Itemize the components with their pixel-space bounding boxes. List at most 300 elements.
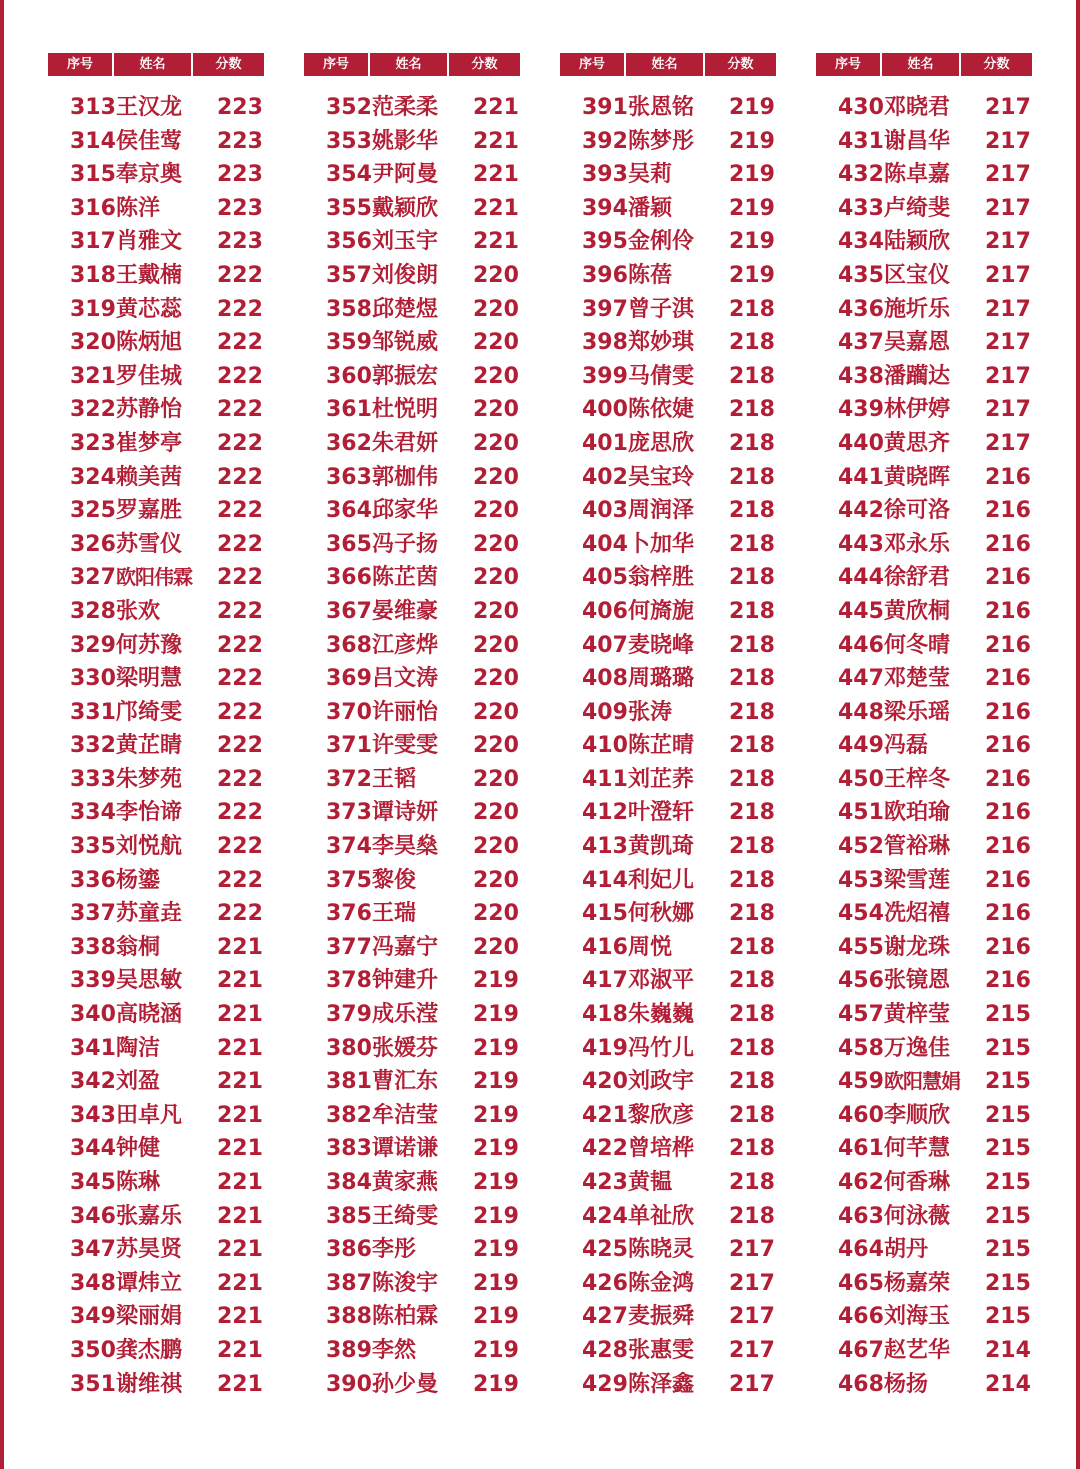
table-row [304,1065,526,1099]
row-score: 215 [985,1203,1031,1229]
table-row [48,1099,270,1133]
row-number: 461 [838,1136,884,1162]
row-score: 218 [729,934,775,960]
header-name: 姓名 [114,53,191,76]
table-row [816,931,1038,965]
table-row [816,326,1038,360]
row-score: 222 [217,330,263,356]
row-number: 400 [582,397,628,423]
table-row [560,763,782,797]
row-name: 麦振舜 [628,1304,695,1330]
row-number: 362 [326,430,372,456]
row-number: 434 [838,229,884,255]
table-row [560,528,782,562]
row-number: 418 [582,1002,628,1028]
row-name: 梁丽娟 [116,1304,183,1330]
table-row [816,763,1038,797]
row-score: 222 [217,598,263,624]
table-row [304,998,526,1032]
row-number: 440 [838,430,884,456]
rows [304,91,526,1401]
row-number: 329 [70,632,116,658]
row-name: 邝绮雯 [116,699,183,725]
row-number: 356 [326,229,372,255]
rows [816,91,1038,1401]
row-name: 陈蓓 [628,262,673,288]
row-name: 刘芷荞 [628,766,695,792]
row-score: 218 [729,867,775,893]
row-number: 392 [582,128,628,154]
row-score: 222 [217,531,263,557]
table-row [304,360,526,394]
row-score: 220 [473,598,519,624]
row-name: 尹阿曼 [372,162,439,188]
row-score: 220 [473,834,519,860]
row-score: 217 [985,229,1031,255]
row-number: 456 [838,968,884,994]
row-name: 吕文涛 [372,666,439,692]
row-number: 433 [838,195,884,221]
table-row [560,1233,782,1267]
row-score: 219 [473,1337,519,1363]
table-row [816,1099,1038,1133]
row-name: 苏静怡 [116,397,183,423]
row-score: 223 [217,229,263,255]
row-number: 401 [582,430,628,456]
row-name: 陈芷晴 [628,733,695,759]
table-row [304,158,526,192]
row-number: 452 [838,834,884,860]
row-number: 366 [326,565,372,591]
row-number: 448 [838,699,884,725]
row-score: 215 [985,1002,1031,1028]
row-score: 218 [729,1102,775,1128]
row-score: 215 [985,1270,1031,1296]
row-name: 刘悦航 [116,834,183,860]
row-number: 340 [70,1002,116,1028]
row-score: 219 [473,1237,519,1263]
row-number: 338 [70,934,116,960]
row-number: 341 [70,1035,116,1061]
row-name: 张镜恩 [884,968,951,994]
row-number: 331 [70,699,116,725]
row-number: 363 [326,464,372,490]
row-name: 万逸佳 [884,1035,951,1061]
row-score: 216 [985,867,1031,893]
table-row [304,494,526,528]
row-score: 217 [985,262,1031,288]
row-score: 221 [217,1304,263,1330]
row-name: 林伊婷 [884,397,951,423]
row-number: 360 [326,363,372,389]
table-row [560,427,782,461]
row-number: 409 [582,699,628,725]
header-score: 分数 [705,53,776,76]
row-score: 217 [985,330,1031,356]
row-score: 219 [473,1170,519,1195]
table-row [48,729,270,763]
rows [48,91,270,1401]
table-row [560,1132,782,1166]
table-row [304,125,526,159]
row-name: 陈浚宇 [372,1270,439,1296]
row-name: 龚杰鹏 [116,1337,183,1363]
row-number: 424 [582,1203,628,1229]
row-number: 344 [70,1136,116,1162]
row-score: 218 [729,330,775,356]
row-name: 王汉龙 [116,95,183,120]
table-row [560,293,782,327]
row-name: 邓永乐 [884,531,951,557]
row-number: 405 [582,565,628,591]
table-row [304,830,526,864]
table-row [816,125,1038,159]
table-row [48,125,270,159]
row-name: 黄欣桐 [884,598,951,624]
table-row [816,864,1038,898]
row-number: 467 [838,1337,884,1363]
header-name: 姓名 [626,53,703,76]
row-name: 成乐滢 [372,1002,439,1028]
table-row [48,561,270,595]
row-name: 郭枷伟 [372,464,439,490]
row-number: 397 [582,296,628,322]
table-row [48,259,270,293]
row-name: 田卓凡 [116,1102,183,1128]
row-score: 221 [217,968,263,994]
row-number: 350 [70,1337,116,1363]
row-score: 220 [473,330,519,356]
table-row [560,125,782,159]
row-name: 胡丹 [884,1237,929,1263]
row-name: 周悦 [628,934,673,960]
table-row [816,158,1038,192]
row-name: 王瑞 [372,901,417,927]
table-row [48,1166,270,1200]
row-number: 320 [70,330,116,356]
row-name: 黄梓莹 [884,1002,951,1028]
table-row [304,225,526,259]
row-score: 219 [473,1002,519,1028]
row-score: 219 [729,162,775,188]
row-name: 何秋娜 [628,901,695,927]
row-number: 435 [838,262,884,288]
row-name: 欧珀瑜 [884,800,951,826]
row-name: 陈依婕 [628,397,695,423]
row-score: 218 [729,766,775,792]
row-score: 218 [729,531,775,557]
left-border [0,0,4,1469]
row-name: 杨嘉荣 [884,1270,951,1296]
row-name: 刘俊朗 [372,262,439,288]
row-name: 晏维豪 [372,598,439,624]
table-row [304,796,526,830]
table-row [560,259,782,293]
row-number: 438 [838,363,884,389]
row-number: 416 [582,934,628,960]
row-number: 398 [582,330,628,356]
row-number: 454 [838,901,884,927]
table-row [816,528,1038,562]
table-row [560,796,782,830]
row-name: 何香琳 [884,1170,951,1195]
row-name: 徐可洛 [884,498,951,524]
table-row [560,393,782,427]
row-number: 451 [838,800,884,826]
row-number: 460 [838,1102,884,1128]
row-name: 吴宝玲 [628,464,695,490]
row-score: 218 [729,363,775,389]
row-name: 高晓涵 [116,1002,183,1028]
row-number: 359 [326,330,372,356]
table-row [816,662,1038,696]
row-number: 315 [70,162,116,188]
row-score: 218 [729,397,775,423]
table-row [560,192,782,226]
table-row [304,1233,526,1267]
row-number: 465 [838,1270,884,1296]
row-number: 411 [582,766,628,792]
row-name: 何冬晴 [884,632,951,658]
row-name: 郭振宏 [372,363,439,389]
row-number: 420 [582,1069,628,1095]
table-row [560,595,782,629]
table-row [816,830,1038,864]
row-number: 447 [838,666,884,692]
row-number: 314 [70,128,116,154]
row-name: 黄家燕 [372,1170,439,1195]
header-name: 姓名 [882,53,959,76]
header-no: 序号 [304,53,368,76]
row-name: 陈梦彤 [628,128,695,154]
row-name: 李昊燊 [372,834,439,860]
row-number: 425 [582,1237,628,1263]
row-number: 330 [70,666,116,692]
row-number: 316 [70,195,116,221]
row-score: 218 [729,498,775,524]
table-row [48,1334,270,1368]
row-score: 220 [473,632,519,658]
row-number: 384 [326,1170,372,1195]
row-score: 221 [473,195,519,221]
row-number: 385 [326,1203,372,1229]
row-name: 谭诺谦 [372,1136,439,1162]
row-number: 403 [582,498,628,524]
row-score: 223 [217,195,263,221]
row-name: 梁明慧 [116,666,183,692]
table-row [304,91,526,125]
score-list [48,53,1038,1413]
table-row [304,192,526,226]
table-row [304,931,526,965]
row-score: 220 [473,363,519,389]
row-name: 冯嘉宁 [372,934,439,960]
row-name: 牟洁莹 [372,1102,439,1128]
row-score: 223 [217,128,263,154]
row-name: 奉京奥 [116,162,183,188]
row-name: 姚影华 [372,128,439,154]
table-row [560,91,782,125]
row-number: 345 [70,1170,116,1195]
table-row [560,931,782,965]
row-name: 张媛芬 [372,1035,439,1061]
table-row [304,897,526,931]
row-number: 458 [838,1035,884,1061]
row-number: 407 [582,632,628,658]
row-number: 422 [582,1136,628,1162]
table-row [48,1267,270,1301]
row-score: 222 [217,901,263,927]
row-score: 221 [217,934,263,960]
table-row [816,1368,1038,1402]
row-name: 许雯雯 [372,733,439,759]
table-row [560,461,782,495]
row-score: 222 [217,733,263,759]
row-name: 利妃儿 [628,867,695,893]
row-score: 222 [217,363,263,389]
row-name: 杨扬 [884,1371,929,1397]
row-score: 218 [729,296,775,322]
table-row [48,158,270,192]
table-row [304,964,526,998]
row-score: 218 [729,464,775,490]
row-name: 金俐伶 [628,229,695,255]
row-name: 李彤 [372,1237,417,1263]
row-number: 372 [326,766,372,792]
row-name: 吴思敏 [116,968,183,994]
row-name: 谭炜立 [116,1270,183,1296]
row-name: 施圻乐 [884,296,951,322]
row-number: 318 [70,262,116,288]
table-row [560,897,782,931]
row-name: 张嘉乐 [116,1203,183,1229]
row-score: 217 [729,1371,775,1397]
row-name: 曾培桦 [628,1136,695,1162]
row-name: 李顺欣 [884,1102,951,1128]
table-row [304,1368,526,1402]
row-number: 389 [326,1337,372,1363]
row-number: 323 [70,430,116,456]
row-score: 219 [473,1102,519,1128]
row-name: 张恩铭 [628,95,695,120]
row-name: 黄芷睛 [116,733,183,759]
row-name: 陈金鸿 [628,1270,695,1296]
row-name: 曹汇东 [372,1069,439,1095]
row-number: 354 [326,162,372,188]
row-score: 216 [985,598,1031,624]
row-score: 220 [473,766,519,792]
row-name: 许丽怡 [372,699,439,725]
row-number: 343 [70,1102,116,1128]
row-number: 437 [838,330,884,356]
row-score: 222 [217,262,263,288]
row-number: 391 [582,95,628,120]
header-score: 分数 [449,53,520,76]
row-number: 357 [326,262,372,288]
table-row [304,259,526,293]
row-name: 陈炳旭 [116,330,183,356]
row-number: 358 [326,296,372,322]
row-score: 222 [217,397,263,423]
row-number: 468 [838,1371,884,1397]
table-row [816,494,1038,528]
row-name: 卜加华 [628,531,695,557]
row-number: 436 [838,296,884,322]
row-name: 卢绮斐 [884,195,951,221]
row-number: 319 [70,296,116,322]
row-score: 219 [473,1371,519,1397]
row-number: 402 [582,464,628,490]
table-row [816,91,1038,125]
row-number: 430 [838,95,884,120]
row-number: 335 [70,834,116,860]
row-number: 388 [326,1304,372,1330]
row-number: 395 [582,229,628,255]
table-row [304,1099,526,1133]
row-score: 221 [473,95,519,120]
table-row [48,461,270,495]
row-name: 朱梦苑 [116,766,183,792]
row-score: 222 [217,766,263,792]
row-score: 219 [473,1270,519,1296]
row-name: 叶澄轩 [628,800,695,826]
row-name: 黎俊 [372,867,417,893]
row-score: 216 [985,699,1031,725]
row-name: 陈琳 [116,1170,161,1195]
table-row [48,1032,270,1066]
row-name: 朱巍巍 [628,1002,695,1028]
row-score: 221 [217,1371,263,1397]
row-score: 216 [985,464,1031,490]
column-header [48,53,270,76]
row-score: 218 [729,1170,775,1195]
row-score: 220 [473,498,519,524]
row-name: 周润泽 [628,498,695,524]
row-name: 徐舒君 [884,565,951,591]
row-number: 410 [582,733,628,759]
row-score: 220 [473,565,519,591]
header-score: 分数 [961,53,1032,76]
row-name: 李然 [372,1337,417,1363]
row-name: 陈洋 [116,195,161,221]
table-row [48,998,270,1032]
row-name: 黎欣彦 [628,1102,695,1128]
table-row [560,864,782,898]
table-row [304,461,526,495]
row-name: 单祉欣 [628,1203,695,1229]
table-row [816,696,1038,730]
header-no: 序号 [816,53,880,76]
row-name: 王戴楠 [116,262,183,288]
row-number: 453 [838,867,884,893]
row-number: 457 [838,1002,884,1028]
table-row [304,1267,526,1301]
row-name: 江彦烨 [372,632,439,658]
table-row [304,696,526,730]
row-score: 215 [985,1069,1031,1095]
row-score: 218 [729,1136,775,1162]
row-score: 217 [985,162,1031,188]
row-score: 217 [729,1237,775,1263]
row-score: 215 [985,1102,1031,1128]
table-row [48,360,270,394]
row-score: 221 [217,1102,263,1128]
row-score: 219 [729,195,775,221]
table-row [48,897,270,931]
row-name: 冯竹儿 [628,1035,695,1061]
row-number: 466 [838,1304,884,1330]
row-score: 217 [985,95,1031,120]
